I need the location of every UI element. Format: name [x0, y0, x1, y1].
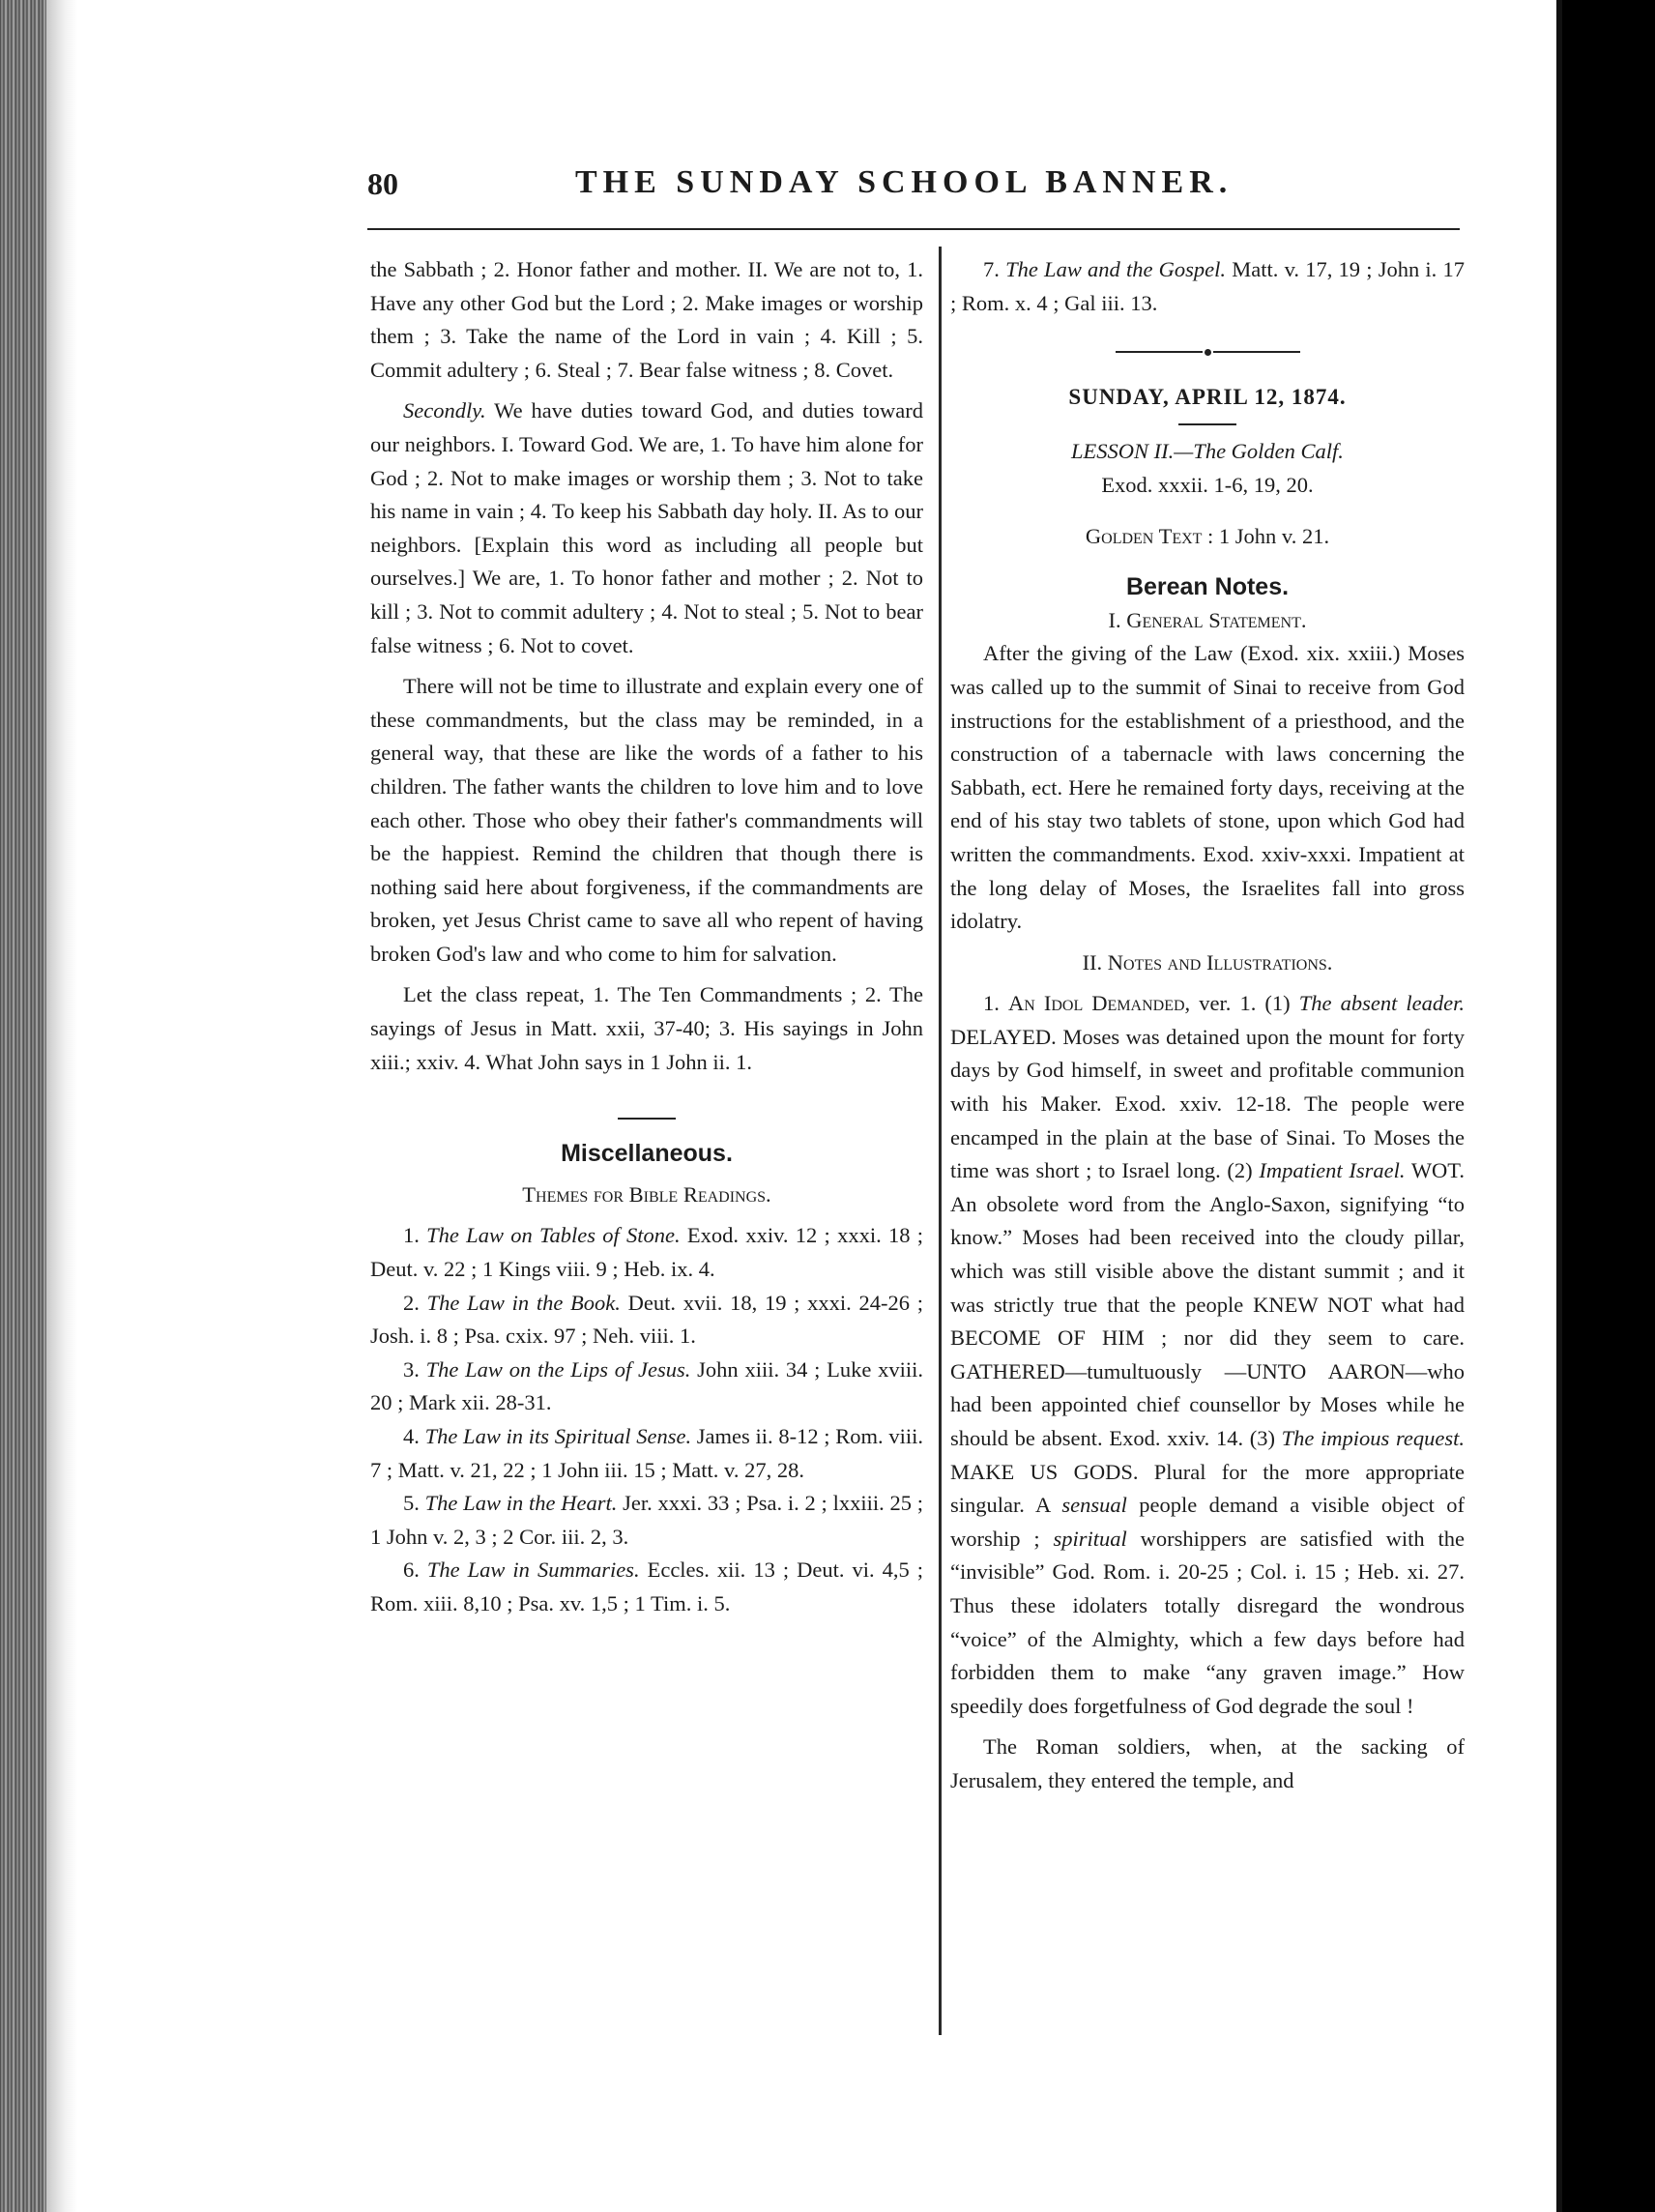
lesson-reference: Exod. xxxii. 1-6, 19, 20. — [1101, 472, 1314, 497]
page-header — [367, 166, 1460, 215]
paragraph-class-repeat: Let the class repeat, 1. The Ten Commandments ; 2. The sayings of Jesus in Matt. xxii, 37-40; 3. His sayings in John xiii.; xxiv. 4. What John says in 1 John ii. 1. — [370, 982, 923, 1074]
paragraph-secondly — [370, 394, 923, 662]
note-idol-demanded: 1. An Idol Demanded, ver. 1. (1) The absent leader. DELAYED. Moses was detained upon the mount for forty days by God himself, in sweet and profitable communion with his Maker. Exod. xxiv. 12-18. The people were encamped in the plain at the base of Sinai. To Moses the time was short ; to Israel long. (2) Impatient Israel. WOT. An obsolete word from the Anglo-Saxon, signifying “to know.” Moses had been received into the cloudy pillar, which was still visible above the distant summit ; and it was strictly true that the people KNEW NOT what had BECOME OF HIM ; nor did they seem to care. GATHERED—tumultuously —UNTO AARON—who had been appointed chief counsellor by Moses while he should be absent. Exod. xxiv. 14. (3) The impious request. MAKE US GODS. Plural for the more appropriate singular. A sensual people demand a visible object of worship ; spiritual worshippers are satisfied with the “invisible” God. Rom. i. 20-25 ; Col. i. 15 ; Heb. xi. 27. Thus these idolaters totally disregard the wondrous “voice” of the Almighty, which a few days before had forbidden them to make “any graven image.” How speedily does forgetfulness of God degrade the soul ! — [950, 991, 1466, 1718]
ornamental-rule — [950, 334, 1465, 367]
themes-heading: Themes for Bible Readings. — [522, 1181, 771, 1207]
theme-item: 4. The Law in its Spiritual Sense. James ii. 8-12 ; Rom. viii. 7 ; Matt. v. 21, 22 ; 1 John iii. 15 ; Matt. v. 27, 28. — [370, 1424, 923, 1482]
golden-text-reference: 1 John v. 21. — [1213, 523, 1330, 548]
header-rule — [367, 228, 1460, 230]
left-column — [370, 253, 923, 1621]
notes-illustrations-heading: II. Notes and Illustrations. — [1082, 949, 1333, 975]
section-rule — [1178, 423, 1236, 425]
general-statement-heading: I. General Statement. — [1108, 607, 1307, 632]
page-number: 80 — [367, 166, 398, 201]
lesson-title: LESSON II.—The Golden Calf. — [1071, 439, 1344, 464]
theme-item: 6. The Law in Summaries. Eccles. xii. 13 ; Deut. vi. 4,5 ; Rom. xiii. 8,10 ; Psa. xv. 1,5 ; 1 Tim. i. 5. — [370, 1557, 923, 1615]
section-rule — [618, 1118, 676, 1120]
theme-item: 1. The Law on Tables of Stone. Exod. xxiv. 12 ; xxxi. 18 ; Deut. v. 22 ; 1 Kings viii. 9 ; Heb. ix. 4. — [370, 1223, 924, 1282]
secondly-text: We have duties toward God, and duties toward our neighbors. I. Toward God. We are, 1. To have him alone for God ; 2. Not to make images or worship them ; 3. Not to take his name in vain ; 4. To keep his Sabbath day holy. II. As to our neighbors. [Explain this word as including all people but ourselves.] We are, 1. To honor father and mother ; 2. Not to kill ; 3. Not to commit adultery ; 4. Not to steal ; 5. Not to bear false witness ; 6. Not to covet. — [370, 398, 923, 657]
paragraph-illustrate: There will not be time to illustrate and explain every one of these commandments, but the class may be reminded, in a general way, that these are like the words of a father to his children. The father wants the children to love him and to love each other. Those who obey their father's commandments will be the happiest. Remind the children that though there is nothing said here about forgiveness, if the commandments are broken, yet Jesus Christ came to save all who repent of having broken God's law and who come to him for salvation. — [370, 674, 923, 966]
theme-item: 7. The Law and the Gospel. Matt. v. 17, 19 ; John i. 17 ; Rom. x. 4 ; Gal iii. 13. — [950, 257, 1465, 315]
scan-background — [1562, 0, 1655, 2212]
theme-item: 3. The Law on the Lips of Jesus. John xiii. 34 ; Luke xviii. 20 ; Mark xii. 28-31. — [370, 1356, 924, 1415]
general-statement-text: After the giving of the Law (Exod. xix. xxiii.) Moses was called up to the summit of Sinai to receive from God instructions for the establishment of a priesthood, and the construction of a tabernacle with laws concerning the Sabbath, ect. Here he remained forty days, receiving at the end of his stay two tablets of stone, upon which God had written the commandments. Exod. xxiv-xxxi. Impatient at the long delay of Moses, the Israelites fall into gross idolatry. — [950, 641, 1465, 934]
closing-paragraph: The Roman soldiers, when, at the sacking of Jerusalem, they entered the temple, and — [950, 1734, 1465, 1792]
misc-heading: Miscellaneous. — [561, 1140, 733, 1168]
column-divider — [939, 247, 942, 2035]
lesson-date-heading: SUNDAY, APRIL 12, 1874. — [1068, 384, 1347, 409]
golden-text-label: Golden Text : — [1085, 523, 1214, 548]
secondly-lead: Secondly. — [403, 398, 486, 423]
paragraph-commandments-list: the Sabbath ; 2. Honor father and mother. II. We are not to, 1. Have any other God but the Lord ; 2. Make images or worship them ; 3. Take the name of the Lord in vain ; 4. Kill ; 5. Commit adultery ; 6. Steal ; 7. Bear false witness ; 8. Covet. — [370, 257, 923, 382]
theme-item: 2. The Law in the Book. Deut. xvii. 18, 19 ; xxxi. 24-26 ; Josh. i. 8 ; Psa. cxix. 97 ; Neh. viii. 1. — [370, 1290, 923, 1349]
right-column — [950, 253, 1465, 1798]
berean-notes-heading: Berean Notes. — [1125, 573, 1290, 601]
running-title: THE SUNDAY SCHOOL BANNER. — [575, 164, 1234, 200]
theme-item: 5. The Law in the Heart. Jer. xxxi. 33 ; Psa. i. 2 ; lxxiii. 25 ; 1 John v. 2, 3 ; 2 Cor. iii. 2, 3. — [370, 1491, 923, 1549]
golden-text — [950, 520, 1465, 554]
